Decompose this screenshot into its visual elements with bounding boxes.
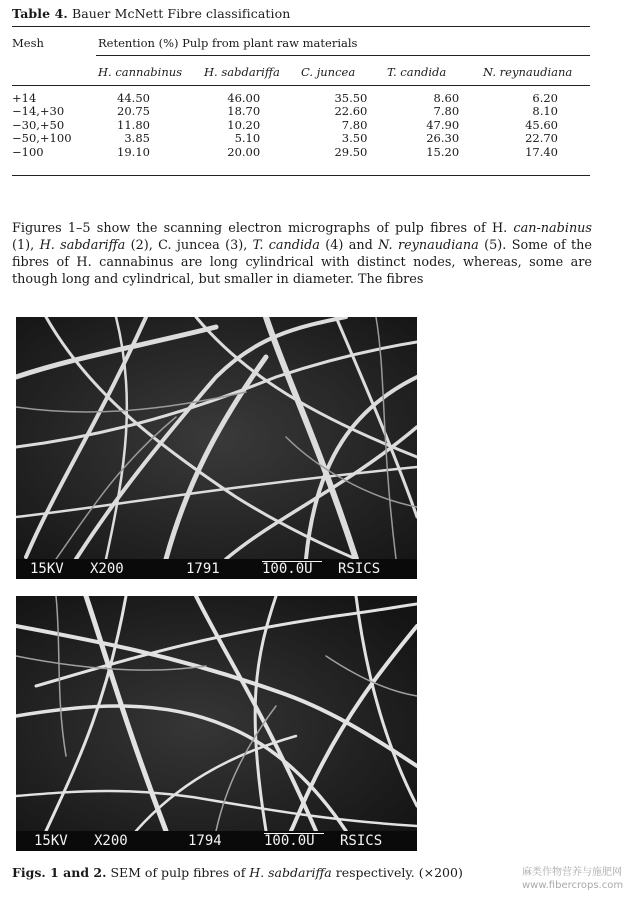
table-row (12, 92, 590, 105)
sem-scale: 100.0U (262, 561, 313, 577)
table-row (12, 146, 590, 159)
para-italic: H. sabdariffa (39, 238, 126, 253)
retention-cell: 15.20 (426, 144, 460, 159)
retention-cell: 5.10 (234, 131, 261, 146)
retention-cell: 8.60 (433, 91, 460, 105)
fibre-classification-table (12, 92, 590, 159)
table-row (12, 132, 590, 145)
watermark-line-2: www.fibercrops.com (522, 880, 624, 891)
watermark-line-1: 麻类作物营养与施肥网 (522, 867, 622, 878)
table-row (12, 119, 590, 132)
table-title: Bauer McNett Fibre classification (71, 6, 291, 21)
retention-cell: 10.20 (227, 117, 261, 132)
sem-voltage: 15KV (30, 561, 64, 577)
sem-image-number: 1794 (188, 833, 222, 849)
column-header: N. reynaudiana (483, 65, 573, 79)
retention-cell: 7.80 (433, 104, 460, 119)
retention-header: Retention (%) Pulp from plant raw materials (98, 36, 358, 50)
retention-cell: 18.70 (227, 104, 261, 119)
para-italic: can-nabinus (513, 221, 592, 236)
mesh-cell: −14,+30 (12, 104, 65, 119)
mesh-header: Mesh (12, 36, 44, 50)
sem-info-bar-2 (16, 831, 417, 851)
column-header: C. juncea (301, 65, 356, 79)
column-header: H. cannabinus (98, 65, 183, 79)
retention-cell: 26.30 (426, 131, 460, 146)
fibre-image-2 (16, 596, 417, 831)
figure-label: Figs. 1 and 2. (12, 865, 107, 880)
retention-cell: 19.10 (117, 144, 150, 159)
table-row (12, 105, 590, 118)
caption-text: SEM of pulp fibres of (106, 865, 250, 880)
para-italic: T. candida (252, 238, 320, 253)
retention-cell: 22.60 (334, 104, 368, 119)
retention-cell: 7.80 (341, 117, 368, 132)
sem-info-bar-1 (16, 559, 417, 579)
figure-caption (12, 865, 463, 880)
para-text: (4) and (319, 238, 379, 253)
retention-cell: 17.40 (525, 144, 558, 159)
fibre-image-1 (16, 317, 417, 559)
column-header: H. sabdariffa (204, 65, 280, 79)
column-header: T. candida (387, 65, 447, 79)
sem-image-number: 1791 (186, 561, 220, 577)
retention-cell: 35.50 (334, 91, 368, 105)
sem-lab: RSICS (338, 561, 381, 577)
watermark (522, 866, 634, 892)
mesh-cell: −30,+50 (12, 117, 65, 132)
retention-cell: 44.50 (117, 91, 150, 105)
mesh-cell: −100 (12, 144, 44, 159)
para-text: Figures 1–5 show the scanning electron micrographs of pulp fibres of H. (12, 221, 514, 236)
mesh-cell: −50,+100 (12, 131, 72, 146)
table-bottom-rule (12, 175, 590, 176)
para-text: (1), (12, 238, 40, 253)
sem-scale: 100.0U (264, 833, 315, 849)
table-top-rule (12, 26, 590, 27)
table-label: Table 4. (12, 6, 68, 21)
retention-cell: 46.00 (227, 91, 261, 105)
para-text: (5). Some of the fibres of H. cannabinus are long cylindrical with distinct nodes, whereas, some are though long and cylindrical, but smaller in diameter. The fibres (12, 238, 592, 287)
body-paragraph (12, 220, 592, 288)
retention-cell: 11.80 (117, 117, 150, 132)
retention-cell: 3.85 (124, 131, 150, 146)
table-caption (12, 6, 290, 21)
sem-micrograph-1 (16, 317, 417, 579)
sem-magnification: X200 (94, 833, 128, 849)
retention-cell: 20.00 (227, 144, 261, 159)
sem-voltage: 15KV (34, 833, 68, 849)
retention-cell: 8.10 (532, 104, 558, 119)
retention-cell: 29.50 (334, 144, 368, 159)
retention-cell: 22.70 (525, 131, 558, 146)
retention-cell: 20.75 (117, 104, 150, 119)
sem-lab: RSICS (340, 833, 383, 849)
sem-micrograph-2 (16, 596, 417, 851)
header-sub-rule (96, 55, 590, 56)
retention-cell: 3.50 (341, 131, 368, 146)
para-italic: N. reynaudiana (378, 238, 479, 253)
header-bottom-rule (12, 85, 590, 86)
caption-species: H. sabdariffa (249, 865, 332, 880)
retention-cell: 6.20 (532, 91, 558, 105)
para-text: (2), C. juncea (3), (125, 238, 253, 253)
sem-magnification: X200 (90, 561, 124, 577)
caption-text: respectively. (×200) (331, 865, 463, 880)
retention-cell: 45.60 (525, 117, 558, 132)
retention-cell: 47.90 (426, 117, 460, 132)
mesh-cell: +14 (12, 91, 37, 105)
